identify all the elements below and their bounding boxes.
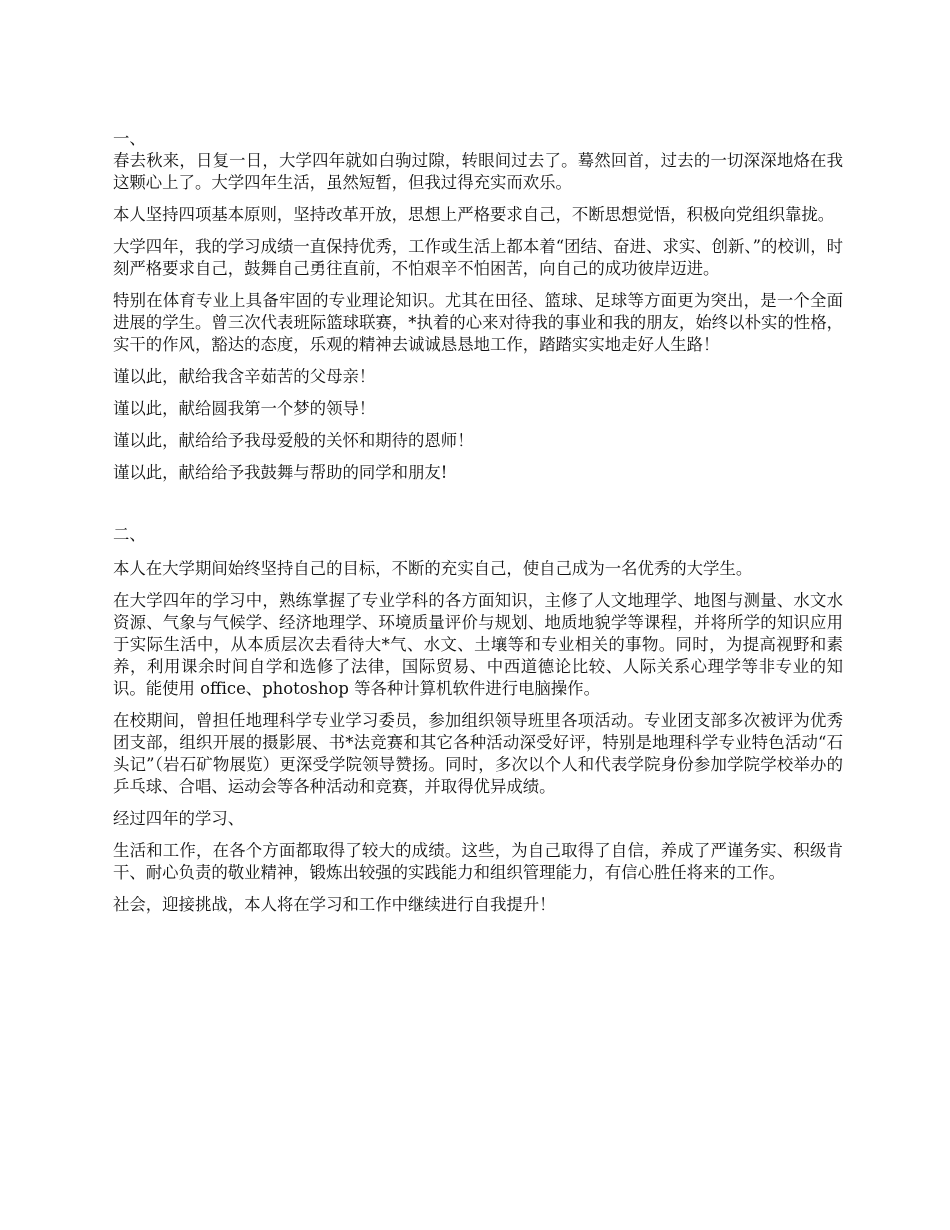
paragraph-2-5: 生活和工作，在各个方面都取得了较大的成绩。这些，为自己取得了自信，养成了严谨务实、积级肯干、耐心负责的敬业精神，锻炼出较强的实践能力和组织管理能力，有信心胜任将来的工作。: [113, 841, 843, 882]
paragraph-2-6: 社会，迎接挑战，本人将在学习和工作中继续进行自我提升！: [113, 895, 556, 914]
paragraph-2-2: 在大学四年的学习中，熟练掌握了专业学科的各方面知识，主修了人文地理学、地图与测量、水文水资源、气象与气候学、经济地理学、环境质量评价与规划、地质地貌学等课程，并将所学的知识应用于实际生活中，从本质层次去看待大*气、水文、土壤等和专业相关的事物。同时，为提高视野和素养，利用课余时间自学和选修了法律，国际贸易、中西道德论比较、人际关系心理学等非专业的知识。能使用 office、photoshop 等各种计算机软件进行电脑操作。: [113, 591, 843, 698]
section-heading-1: 一、: [113, 129, 146, 148]
paragraph-1-7: 谨以此，献给给予我母爱般的关怀和期待的恩师！: [113, 431, 474, 450]
section-heading-2: 二、: [113, 525, 146, 544]
paragraph-1-8: 谨以此，献给给予我鼓舞与帮助的同学和朋友!: [113, 463, 448, 482]
paragraph-1-1: 春去秋来，日复一日，大学四年就如白驹过隙，转眼间过去了。蓦然回首，过去的一切深深地烙在我这颗心上了。大学四年生活，虽然短暂，但我过得充实而欢乐。: [113, 151, 843, 192]
document-body: [113, 128, 843, 926]
paragraph-1-5: 谨以此，献给我含辛茹苦的父母亲！: [113, 367, 376, 386]
paragraph-1-4: 特别在体育专业上具备牢固的专业理论知识。尤其在田径、篮球、足球等方面更为突出，是一个全面进展的学生。曾三次代表班际篮球联赛，*执着的心来对待我的事业和我的朋友，始终以朴实的性格，实干的作风，豁达的态度，乐观的精神去诚诚恳恳地工作，踏踏实实地走好人生路！: [113, 291, 843, 354]
paragraph-1-3: 大学四年，我的学习成绩一直保持优秀，工作或生活上都本着“团结、奋进、求实、创新、”的校训，时刻严格要求自己，鼓舞自己勇往直前，不怕艰辛不怕困苦，向自己的成功彼岸迈进。: [113, 237, 843, 278]
paragraph-2-1: 本人在大学期间始终坚持自己的目标，不断的充实自己，使自己成为一名优秀的大学生。: [113, 559, 753, 578]
paragraph-1-2: 本人坚持四项基本原则，坚持改革开放，思想上严格要求自己，不断思想觉悟，积极向党组织靠拢。: [113, 205, 835, 224]
paragraph-2-3: 在校期间，曾担任地理科学专业学习委员，参加组织领导班里各项活动。专业团支部多次被评为优秀团支部，组织开展的摄影展、书*法竞赛和其它各种活动深受好评，特别是地理科学专业特色活动“石头记”（岩石矿物展览）更深受学院领导赞扬。同时，多次以个人和代表学院身份参加学院学校举办的乒乓球、合唱、运动会等各种活动和竞赛，并取得优异成绩。: [113, 711, 843, 796]
section-spacer: [113, 484, 843, 524]
paragraph-1-6: 谨以此，献给圆我第一个梦的领导！: [113, 399, 376, 418]
paragraph-2-4: 经过四年的学习、: [113, 809, 245, 828]
